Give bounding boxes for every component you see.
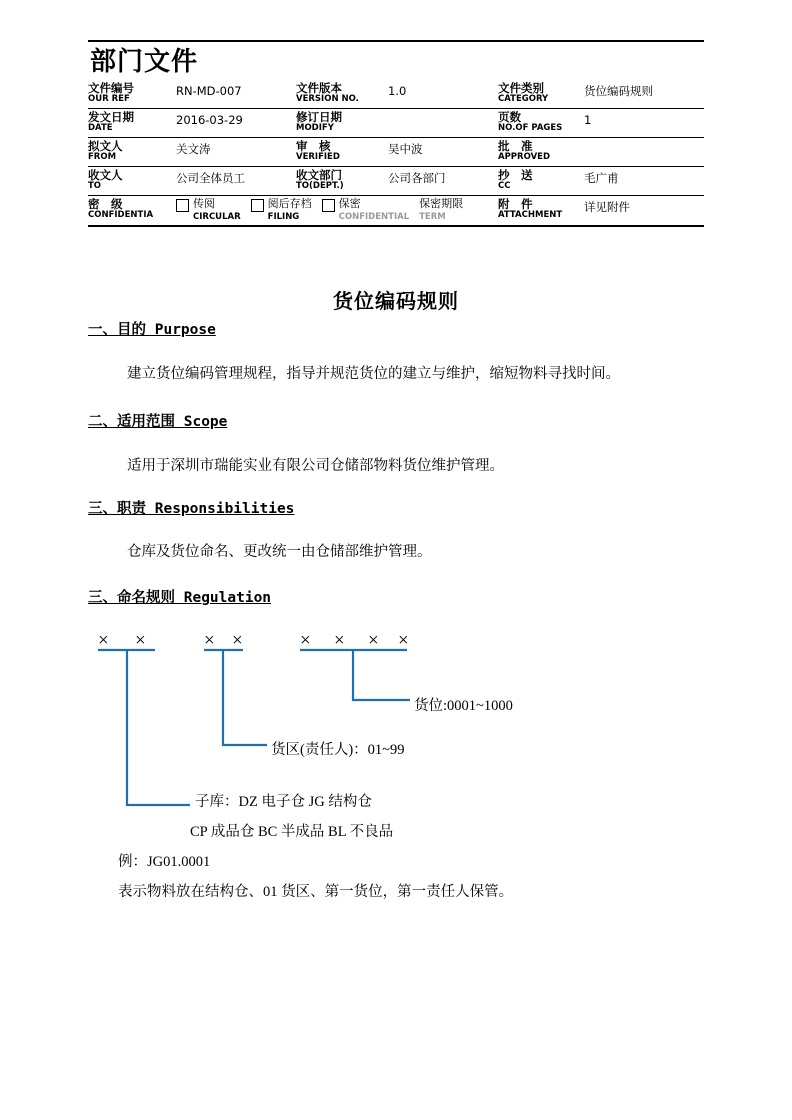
meta-value: 关文涛 bbox=[176, 141, 211, 156]
meta-value: 2016-03-29 bbox=[176, 112, 243, 127]
checkbox-term[interactable] bbox=[419, 198, 463, 222]
meta-value: 货位编码规则 bbox=[584, 83, 653, 98]
section-body-scope: 适用于深圳市瑞能实业有限公司仓储部物料货位维护管理。 bbox=[127, 458, 504, 474]
meta-value: 公司全体员工 bbox=[176, 170, 245, 185]
checkbox-icon[interactable] bbox=[322, 199, 335, 212]
checkbox-label-cn: 保密 bbox=[338, 196, 361, 210]
table-row bbox=[88, 137, 704, 166]
meta-label-cn: 修订日期 bbox=[296, 109, 342, 124]
meta-label-en: CC bbox=[498, 181, 511, 192]
x-mark: × bbox=[300, 630, 311, 651]
meta-label-cell bbox=[296, 80, 388, 108]
meta-value-cell bbox=[176, 108, 296, 137]
meta-label-cell bbox=[296, 137, 388, 166]
meta-label-cell bbox=[498, 137, 584, 166]
x-mark: × bbox=[334, 630, 345, 651]
meta-value-cell bbox=[584, 137, 704, 166]
example-description: 表示物料放在结构仓、01 货区、第一货位，第一责任人保管。 bbox=[118, 884, 514, 900]
callout-sublibrary-line1: 子库：DZ 电子仓 JG 结构仓 bbox=[195, 794, 372, 810]
document-meta-table bbox=[88, 80, 704, 227]
meta-label-en: DATE bbox=[88, 123, 113, 134]
checkbox-icon[interactable] bbox=[251, 199, 264, 212]
x-mark: × bbox=[204, 630, 215, 651]
confidential-options-cell bbox=[176, 195, 498, 226]
section-body-responsibilities: 仓库及货位命名、更改统一由仓储部维护管理。 bbox=[127, 544, 432, 560]
meta-label-en: VERIFIED bbox=[296, 152, 340, 163]
checkbox-label-en: TERM bbox=[419, 211, 446, 222]
header-top-rule bbox=[88, 40, 704, 42]
checkbox-label-en: CONFIDENTIAL bbox=[338, 211, 410, 222]
meta-label-cn: 收文部门 bbox=[296, 167, 342, 182]
attachment-value: 详见附件 bbox=[584, 199, 630, 214]
checkbox-label-cn: 保密期限 bbox=[419, 196, 464, 210]
department-doc-title: 部门文件 bbox=[90, 47, 199, 77]
table-row bbox=[88, 108, 704, 137]
meta-label-en: OUR REF bbox=[88, 94, 130, 105]
callout-zone-range: 货区(责任人)：01~99 bbox=[271, 742, 405, 758]
attachment-label-en: ATTACHMENT bbox=[498, 210, 563, 221]
checkbox-circular[interactable] bbox=[176, 198, 241, 222]
meta-value-cell bbox=[388, 108, 498, 137]
meta-value-cell bbox=[584, 80, 704, 108]
meta-label-cn: 文件类别 bbox=[498, 80, 544, 95]
x-mark: × bbox=[98, 630, 109, 651]
example-line: 例：JG01.0001 bbox=[118, 854, 211, 870]
meta-label-en: VERSION NO. bbox=[296, 94, 359, 105]
table-row bbox=[88, 80, 704, 108]
meta-label-en: NO.OF PAGES bbox=[498, 123, 563, 134]
meta-value: 公司各部门 bbox=[388, 170, 446, 185]
meta-value: 1 bbox=[584, 112, 592, 127]
meta-value-cell bbox=[176, 80, 296, 108]
confidential-label-cell bbox=[88, 195, 176, 226]
meta-label-cell bbox=[296, 108, 388, 137]
meta-label-en: TO(DEPT.) bbox=[296, 181, 344, 192]
meta-value-cell bbox=[176, 137, 296, 166]
meta-value: 1.0 bbox=[388, 83, 407, 98]
confidential-label-cn: 密 级 bbox=[88, 196, 123, 211]
section-body-purpose: 建立货位编码管理规程，指导并规范货位的建立与维护，缩短物料寻找时间。 bbox=[127, 366, 620, 382]
table-row-confidential bbox=[88, 195, 704, 226]
meta-label-cell bbox=[498, 166, 584, 195]
meta-label-cn: 文件编号 bbox=[88, 80, 134, 95]
callout-location-range: 货位:0001~1000 bbox=[414, 698, 513, 714]
x-mark: × bbox=[368, 630, 379, 651]
x-mark: × bbox=[232, 630, 243, 651]
meta-value-cell bbox=[584, 108, 704, 137]
meta-label-en: APPROVED bbox=[498, 152, 551, 163]
meta-label-cell bbox=[88, 108, 176, 137]
meta-value-cell bbox=[176, 166, 296, 195]
meta-label-cn: 收文人 bbox=[88, 167, 123, 182]
meta-label-cn: 拟文人 bbox=[88, 138, 123, 153]
meta-label-cell bbox=[88, 137, 176, 166]
checkbox-label-en: CIRCULAR bbox=[193, 211, 241, 222]
checkbox-label-cn: 传阅 bbox=[193, 196, 215, 210]
meta-label-cn: 审 核 bbox=[296, 138, 331, 153]
section-heading-purpose: 一、目的 Purpose bbox=[88, 322, 216, 338]
meta-label-cn: 页数 bbox=[498, 109, 521, 124]
checkbox-confidential[interactable] bbox=[322, 198, 409, 222]
attachment-value-cell bbox=[584, 195, 704, 226]
confidential-label-en: CONFIDENTIA bbox=[88, 210, 154, 221]
document-header bbox=[88, 40, 704, 227]
checkbox-filing[interactable] bbox=[251, 198, 312, 222]
meta-label-cell bbox=[498, 108, 584, 137]
x-mark: × bbox=[135, 630, 146, 651]
meta-value-cell bbox=[388, 80, 498, 108]
meta-label-en: CATEGORY bbox=[498, 94, 549, 105]
meta-value bbox=[388, 111, 498, 114]
meta-label-cn: 抄 送 bbox=[498, 167, 533, 182]
meta-value-cell bbox=[388, 137, 498, 166]
meta-label-cn: 文件版本 bbox=[296, 80, 342, 95]
meta-value: 吴中波 bbox=[388, 141, 423, 156]
meta-label-en: TO bbox=[88, 181, 102, 192]
table-row bbox=[88, 166, 704, 195]
meta-label-cell bbox=[88, 80, 176, 108]
meta-label-cell bbox=[296, 166, 388, 195]
meta-value bbox=[584, 140, 704, 143]
checkbox-icon[interactable] bbox=[176, 199, 189, 212]
checkbox-label-cn: 阅后存档 bbox=[267, 196, 312, 210]
checkbox-label-en: FILING bbox=[267, 211, 300, 222]
meta-value-cell bbox=[584, 166, 704, 195]
meta-label-cell bbox=[498, 80, 584, 108]
meta-value: 毛广甫 bbox=[584, 170, 619, 185]
attachment-label-cell bbox=[498, 195, 584, 226]
attachment-label-cn: 附 件 bbox=[498, 196, 533, 211]
meta-label-cn: 批 准 bbox=[498, 138, 533, 153]
meta-label-en: MODIFY bbox=[296, 123, 334, 134]
x-mark: × bbox=[398, 630, 409, 651]
page-title: 货位编码规则 bbox=[333, 289, 459, 313]
meta-label-en: FROM bbox=[88, 152, 117, 163]
meta-label-cn: 发文日期 bbox=[88, 109, 134, 124]
callout-sublibrary-line2: CP 成品仓 BC 半成品 BL 不良品 bbox=[190, 824, 394, 840]
section-heading-scope: 二、适用范围 Scope bbox=[88, 414, 228, 430]
section-heading-responsibilities: 三、职责 Responsibilities bbox=[88, 501, 295, 517]
section-heading-regulation: 三、命名规则 Regulation bbox=[88, 590, 272, 606]
meta-value: RN-MD-007 bbox=[176, 83, 242, 98]
meta-label-cell bbox=[88, 166, 176, 195]
meta-value-cell bbox=[388, 166, 498, 195]
